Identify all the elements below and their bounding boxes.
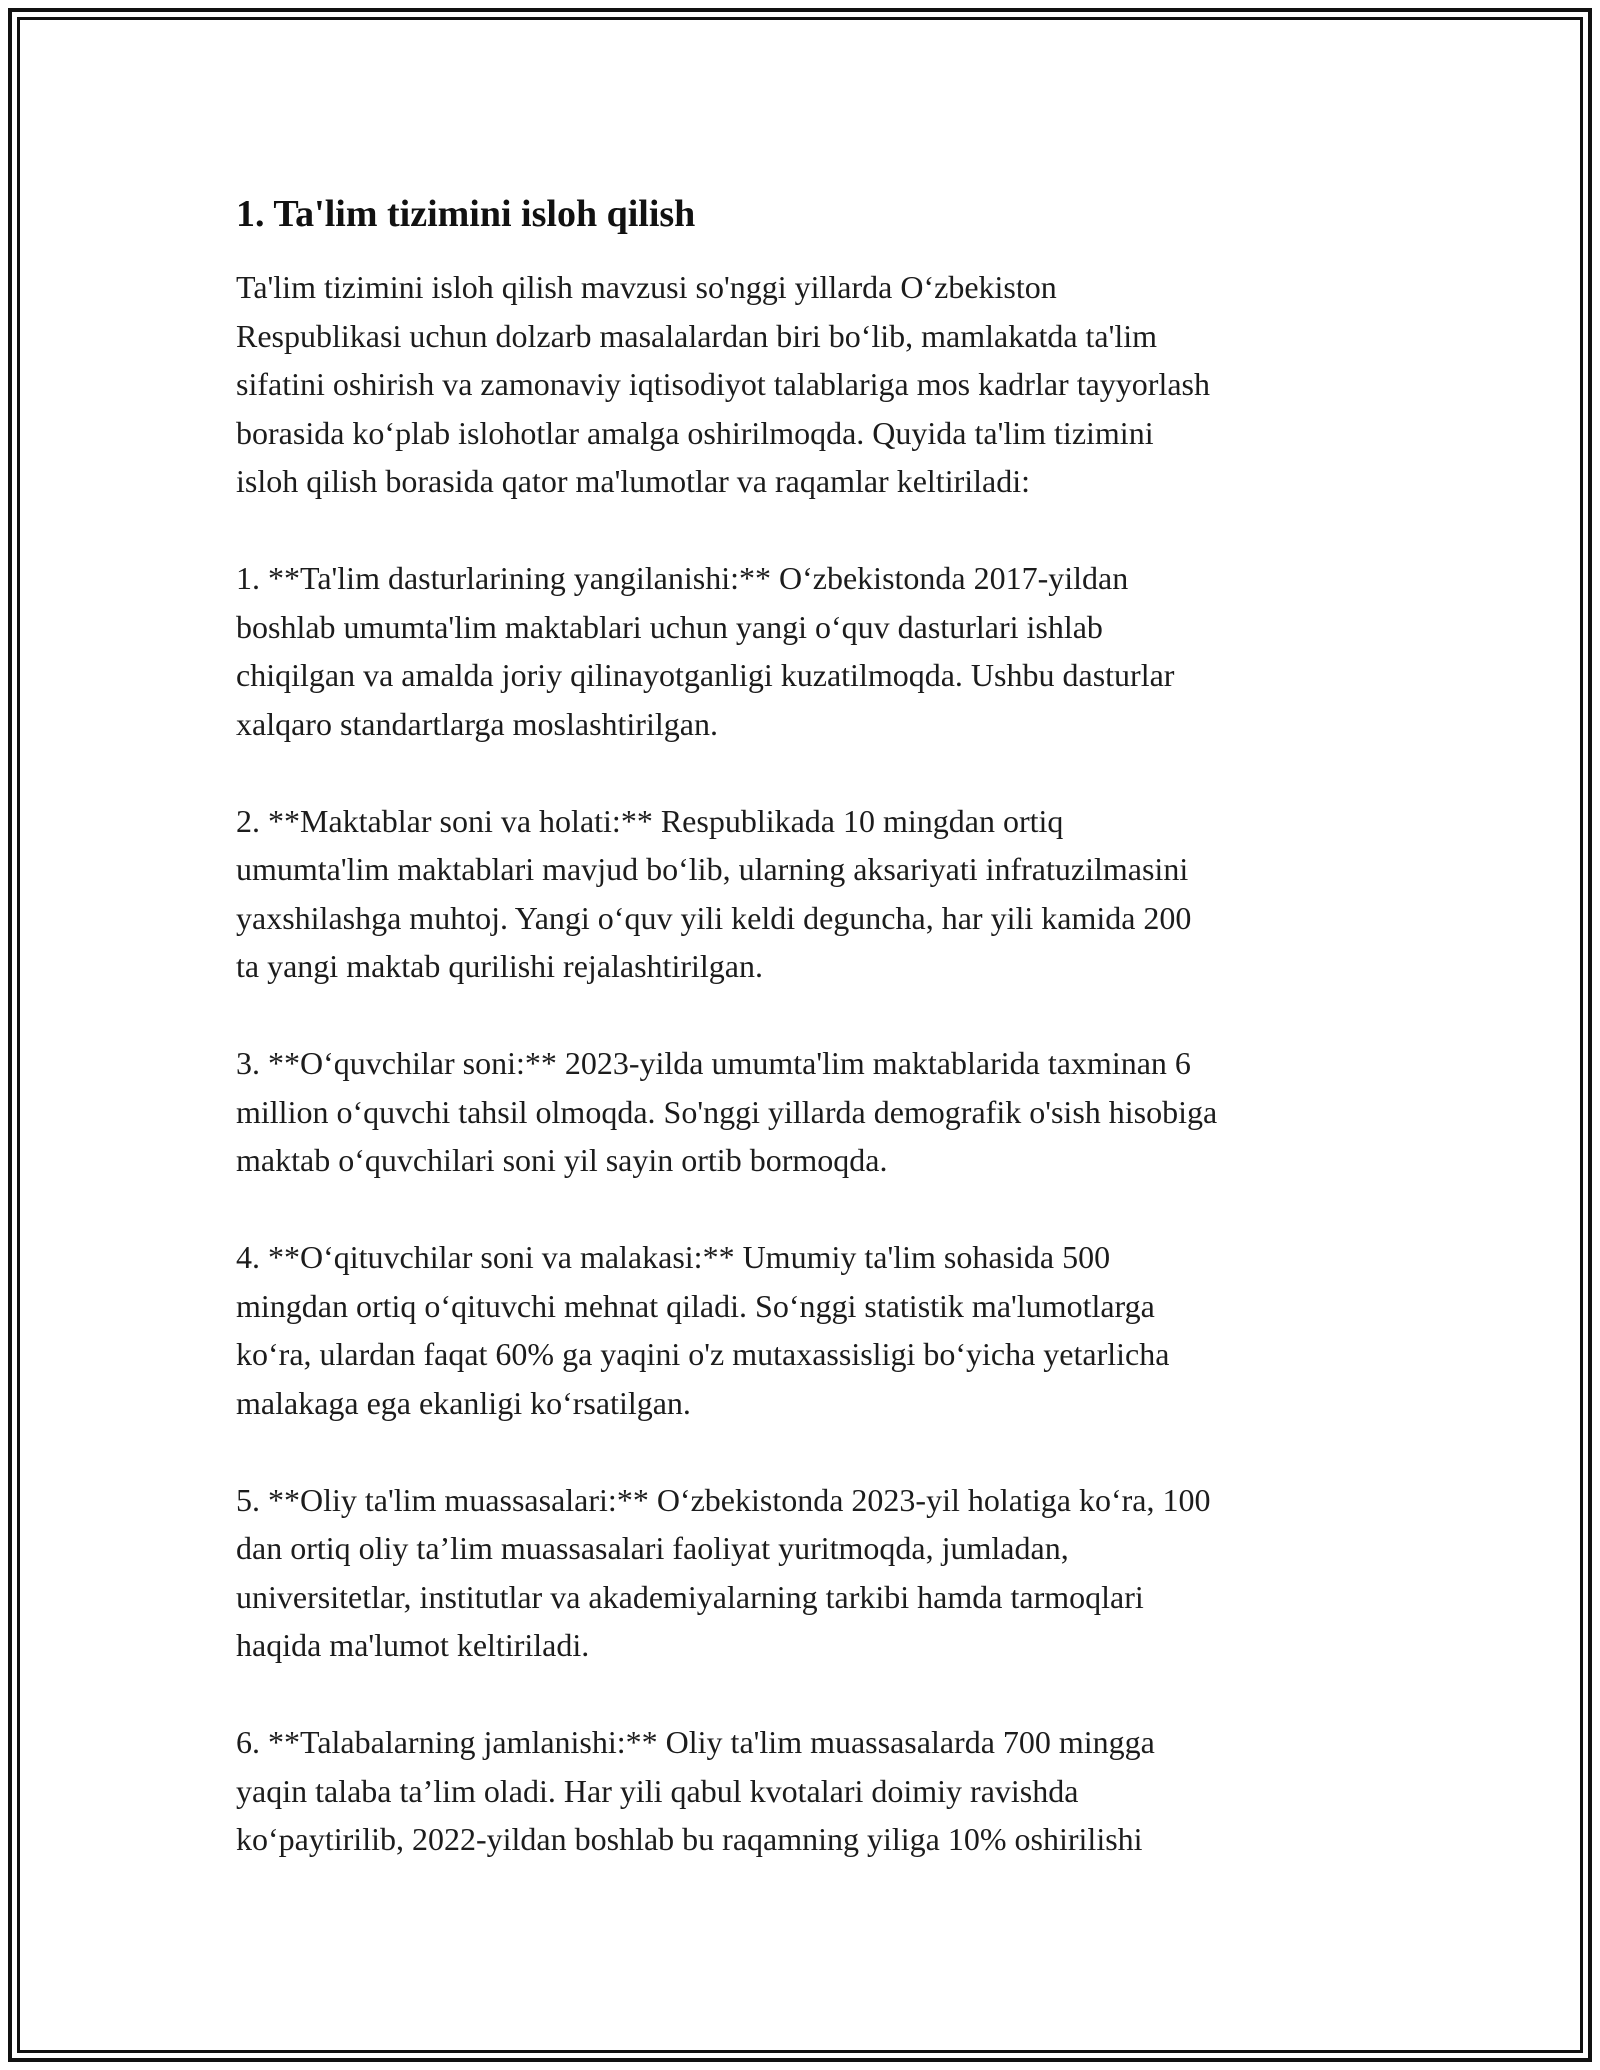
list-item-4: 4. **Oʻqituvchilar soni va malakasi:** Umumiy ta'lim sohasida 500 mingdan ortiq oʻqituvchi mehnat qiladi. Soʻnggi statistik ma'lumotlarga koʻra, ulardan faqat 60% ga yaqini o'z mutaxassisligi boʻyicha yetarlicha malakaga ega ekanligi koʻrsatilgan.	[236, 1239, 1170, 1421]
list-item-3: 3. **Oʻquvchilar soni:** 2023-yilda umumta'lim maktablarida taxminan 6 million oʻquvchi tahsil olmoqda. So'nggi yillarda demografik o'sish hisobiga maktab oʻquvchilari soni yil sayin ortib bormoqda.	[236, 1045, 1218, 1178]
section-heading: 1. Ta'lim tizimini isloh qilish	[236, 193, 696, 235]
document-body	[236, 186, 1386, 1864]
list-item-1: 1. **Ta'lim dasturlarining yangilanishi:** Oʻzbekistonda 2017-yildan boshlab umumta'lim maktablari uchun yangi oʻquv dasturlari ishlab chiqilgan va amalda joriy qilinayotganligi kuzatilmoqda. Ushbu dasturlar xalqaro standartlarga moslashtirilgan.	[236, 560, 1175, 742]
list-item-2: 2. **Maktablar soni va holati:** Respublikada 10 mingdan ortiq umumta'lim maktablari mavjud boʻlib, ularning aksariyati infratuzilmasini yaxshilashga muhtoj. Yangi oʻquv yili keldi deguncha, har yili kamida 200 ta yangi maktab qurilishi rejalashtirilgan.	[236, 802, 1192, 984]
list-item-6: 6. **Talabalarning jamlanishi:** Oliy ta'lim muassasalarda 700 mingga yaqin talaba ta’lim oladi. Har yili qabul kvotalari doimiy ravishda koʻpaytirilib, 2022-yildan boshlab bu raqamning yiliga 10% oshirilishi	[236, 1724, 1155, 1857]
intro-paragraph: Ta'lim tizimini isloh qilish mavzusi so'nggi yillarda Oʻzbekiston Respublikasi uchun dolzarb masalalardan biri boʻlib, mamlakatda ta'lim sifatini oshirish va zamonaviy iqtisodiyot talablariga mos kadrlar tayyorlash borasida koʻplab islohotlar amalga oshirilmoqda. Quyida ta'lim tizimini isloh qilish borasida qator ma'lumotlar va raqamlar keltiriladi:	[236, 269, 1210, 499]
list-item-5: 5. **Oliy ta'lim muassasalari:** Oʻzbekistonda 2023-yil holatiga koʻra, 100 dan ortiq oliy ta’lim muassasalari faoliyat yuritmoqda, jumladan, universitetlar, institutlar va akademiyalarning tarkibi hamda tarmoqlari haqida ma'lumot keltiriladi.	[236, 1481, 1211, 1663]
